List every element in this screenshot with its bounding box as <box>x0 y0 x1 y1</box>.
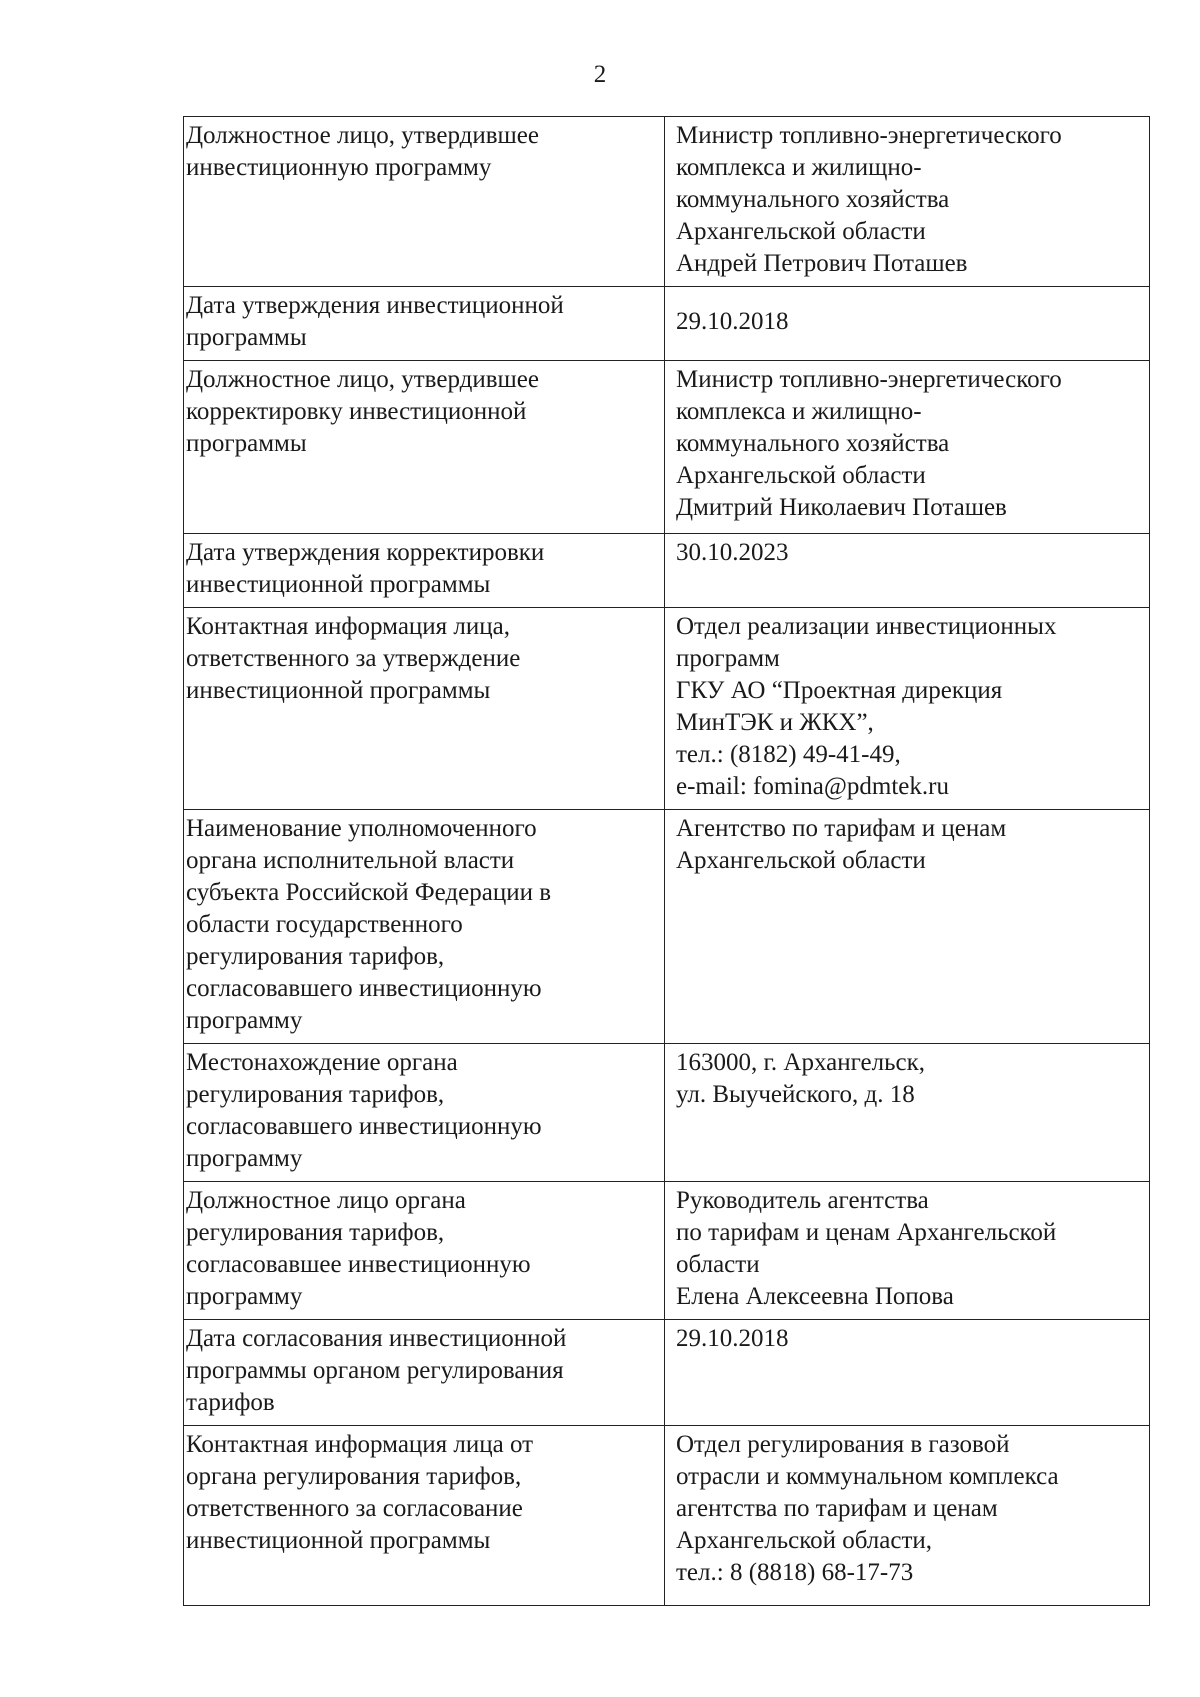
table-row-official-approved-correction <box>184 361 1150 534</box>
row-label: Дата согласования инвестиционной программы органом регулирования тарифов <box>184 1320 665 1426</box>
row-value: 29.10.2018 <box>665 287 1150 361</box>
row-value: 30.10.2023 <box>665 534 1150 608</box>
row-label: Контактная информация лица от органа регулирования тарифов, ответственного за согласование инвестиционной программы <box>184 1426 665 1606</box>
row-value: Отдел реализации инвестиционных программ ГКУ АО “Проектная дирекция МинТЭК и ЖКХ”, тел.: (8182) 49-41-49, e-mail: fomina@pdmtek.ru <box>665 608 1150 810</box>
table-row-regulator-name <box>184 810 1150 1044</box>
row-label: Должностное лицо, утвердившее инвестиционную программу <box>184 117 665 287</box>
row-value: 29.10.2018 <box>665 1320 1150 1426</box>
investment-program-info-table <box>183 116 1150 1606</box>
page-number: 2 <box>593 61 607 88</box>
row-value: Руководитель агентства по тарифам и ценам Архангельской области Елена Алексеевна Попова <box>665 1182 1150 1320</box>
row-label: Должностное лицо органа регулирования тарифов, согласовавшее инвестиционную программу <box>184 1182 665 1320</box>
row-value: 163000, г. Архангельск, ул. Выучейского, д. 18 <box>665 1044 1150 1182</box>
row-value: Министр топливно-энергетического комплекса и жилищно- коммунального хозяйства Архангельской области Дмитрий Николаевич Поташев <box>665 361 1150 534</box>
row-label: Контактная информация лица, ответственного за утверждение инвестиционной программы <box>184 608 665 810</box>
row-label: Местонахождение органа регулирования тарифов, согласовавшего инвестиционную программу <box>184 1044 665 1182</box>
row-label: Дата утверждения корректировки инвестиционной программы <box>184 534 665 608</box>
table-row-regulator-location <box>184 1044 1150 1182</box>
table-row-approval-date <box>184 287 1150 361</box>
table-row-agreement-date <box>184 1320 1150 1426</box>
row-label: Наименование уполномоченного органа исполнительной власти субъекта Российской Федерации в области государственного регулирования тарифов, согласовавшего инвестиционную программу <box>184 810 665 1044</box>
row-value: Отдел регулирования в газовой отрасли и коммунальном комплекса агентства по тарифам и ценам Архангельской области, тел.: 8 (8818) 68-17-73 <box>665 1426 1150 1606</box>
row-value: Министр топливно-энергетического комплекса и жилищно- коммунального хозяйства Архангельской области Андрей Петрович Поташев <box>665 117 1150 287</box>
table-row-correction-approval-date <box>184 534 1150 608</box>
row-label: Дата утверждения инвестиционной программы <box>184 287 665 361</box>
table-row-regulator-official <box>184 1182 1150 1320</box>
row-value: Агентство по тарифам и ценам Архангельской области <box>665 810 1150 1044</box>
row-label: Должностное лицо, утвердившее корректировку инвестиционной программы <box>184 361 665 534</box>
table-row-official-approved-program <box>184 117 1150 287</box>
table-row-contact-regulator <box>184 1426 1150 1606</box>
table-row-contact-approval <box>184 608 1150 810</box>
